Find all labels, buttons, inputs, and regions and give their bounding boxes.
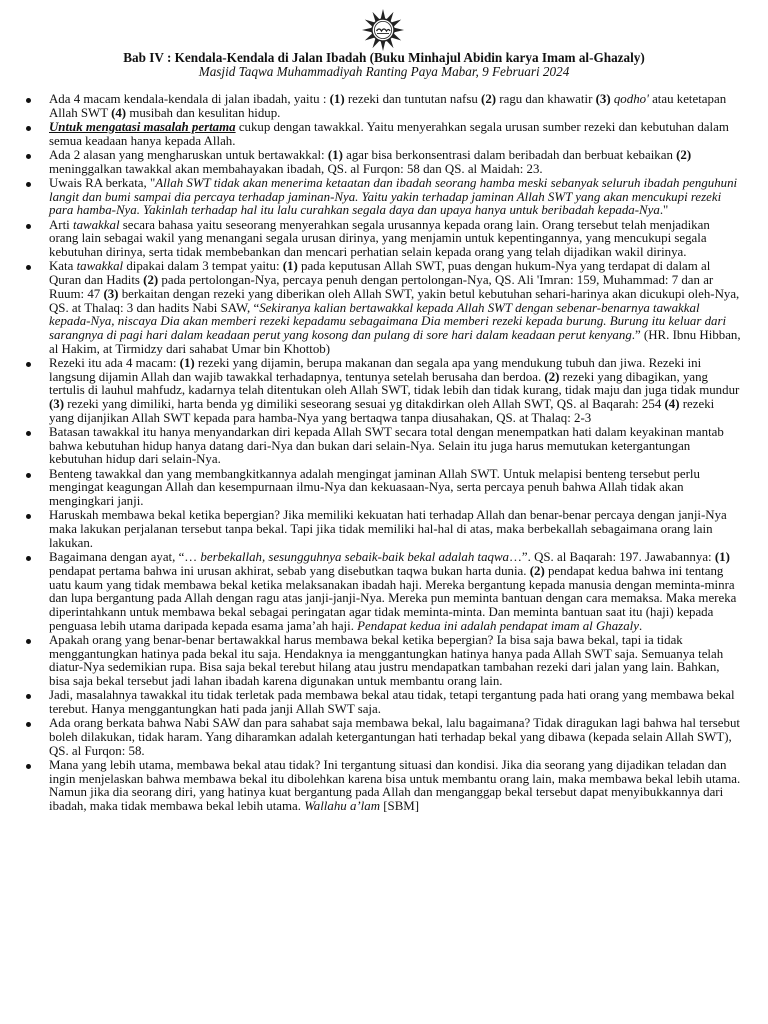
- bullet-icon: [26, 556, 31, 561]
- text-run: ragu dan khawatir: [496, 92, 596, 106]
- emblem-ray: [394, 28, 404, 33]
- text-run: qodho': [613, 92, 649, 106]
- document-subtitle: Masjid Taqwa Muhammadiyah Ranting Paya Mabar, 9 Februari 2024: [198, 64, 570, 79]
- text-run: .": [659, 203, 669, 218]
- text-run: .: [638, 618, 643, 633]
- bullet-icon: [26, 154, 31, 159]
- emblem-ray: [381, 9, 386, 19]
- bullet-icon: [26, 182, 31, 187]
- text-run: (4): [664, 397, 680, 412]
- text-run: rezeki yang dijamin, berupa makanan dan segala apa yang mendukung tubuh dan jiwa. Rezeki ini langsung dijamin Allah dan wajib tawakkal terhadapnya, tentunya setelah berusaha dan berdoa.: [49, 355, 702, 384]
- text-run: berkaitan dengan rezeki yang diberikan oleh Allah SWT, yakin betul kebutuhan sehari-harinya akan dicukupi oleh-Nya, QS. at Thalaq: 3 dan hadits Nabi SAW, “: [49, 286, 740, 315]
- text-run: (1): [327, 148, 343, 162]
- text-run: Ada orang berkata bahwa Nabi SAW dan para sahabat saja membawa bekal, lalu bagaimana? Tidak diragukan lagi bahwa hal tersebut boleh dilakukan, tidak haram. Yang diharamkan adalah ketergantungan hati terhadap bekal yang dibawa (kepada selain Allah SWT), QS. al Furqon: 58.: [49, 716, 740, 758]
- list-item: [26, 551, 742, 633]
- text-run: Apakah orang yang benar-benar bertawakkal harus membawa bekal ketika bepergian? Ia bisa saja bawa bekal, tapi ia tidak menggantungkan hatinya pada bekal itu saja. Hendaknya ia menggantungkan hatinya hanya pada Allah SWT saja. Semuanya telah diatur-Nya sedemikian rupa. Bisa saja bekal terebut hilang atau justru mendapatkan tambahan rezeki dari jalan yang lain. Bahkan, bisa saja bekal tersebut jadi lahan ibadah karena digunakan untuk membantu orang lain.: [49, 632, 724, 689]
- bullet-icon: [26, 764, 31, 769]
- text-run: [SBM]: [380, 799, 420, 814]
- list-item: [26, 219, 742, 260]
- text-run: atau ketetapan Allah SWT: [49, 92, 727, 120]
- text-run: cukup dengan tawakkal. Yaitu menyerahkan segala urusan sumber rezeki dan kebutuhan dalam semua keadaan hanya kepada Allah.: [49, 120, 729, 148]
- text-run: Sekiranya kalian bertawakkal kepada Allah SWT dengan sebenar-benarnya tawakkal kepada-Nya, niscaya Dia akan memberi rezeki kepadamu sebagaimana Dia memberi rezeki kepada burung. Burung itu keluar dari sarangnya di pagi hari dalam keadaan perut yang kosong dan pulang di sore hari dalam keadaan perut kenyang: [49, 300, 727, 342]
- text-run: (2): [544, 369, 560, 384]
- text-run: pada pertolongan-Nya, percaya penuh dengan pertolongan-Nya, QS. Ali 'Imran: 159, Muhammad: 7 dan ar Ruum: 47: [49, 273, 714, 301]
- muhammadiyah-sun-emblem-icon: [361, 8, 405, 52]
- bullet-icon: [26, 98, 31, 103]
- text-run: (3): [49, 397, 65, 412]
- bullet-icon: [26, 473, 31, 478]
- text-run: Pendapat kedua ini adalah pendapat imam al Ghazaly: [357, 618, 639, 633]
- text-run: secara bahasa yaitu seseorang menyerahkan segala urusannya kepada orang lain. Orang tersebut telah menjadikan orang lain sebagai wakil yang menangani segala urusan dirinya, yang menjamin untuk kepentingannya, yang mencukupi segala kebutuhan dirinya, serta tidak membebankan dan mencari perhatian selain kepada orang yang telah dijadikan wakil dirinya.: [49, 217, 710, 260]
- text-run: Benteng tawakkal dan yang membangkitkannya adalah mengingat jaminan Allah SWT. Untuk melapisi benteng tersebut perlu mengingat keagungan Allah dan kesempurnaan ilmu-Nya dan kekuasaan-Nya, serta percaya penuh bahwa Allah tidak akan mengingkari janji.: [49, 466, 700, 509]
- list-item: [26, 121, 742, 148]
- text-run: Wallahu a’lam: [304, 799, 381, 814]
- text-run: Ada 4 macam kendala-kendala di jalan ibadah, yaitu :: [49, 92, 330, 106]
- text-run: Rezeki itu ada 4 macam:: [49, 355, 180, 370]
- text-run: (1): [329, 92, 345, 106]
- list-item: [26, 634, 742, 689]
- text-run: (1): [179, 355, 195, 370]
- text-run: Uwais RA berkata, ": [49, 176, 156, 190]
- text-run: agar bisa berkonsentrasi dalam beribadah dan berbuat kebaikan: [342, 148, 677, 162]
- bullet-icon: [26, 126, 31, 131]
- list-item: [26, 426, 742, 467]
- list-item: [26, 149, 742, 176]
- text-run: .” (HR. Ibnu Hibban, al Hakim, at Tirmidzy dari sahabat Umar bin Khottob): [49, 327, 741, 356]
- text-run: (2): [481, 92, 497, 106]
- text-run: meninggalkan tawakkal akan membahayakan ibadah, QS. al Furqon: 58 dan QS. al Maidah: 23.: [49, 161, 543, 176]
- text-run: (2): [143, 273, 159, 288]
- bullet-icon: [26, 362, 31, 367]
- text-run: tawakkal: [73, 217, 120, 232]
- bullet-icon: [26, 265, 31, 270]
- text-run: rezeki yang dibagikan, yang tertulis di lauhul mahfudz, kadarnya telah ditentukan oleh Allah SWT, tidak lebih dan tidak kurang, tidak maju dan juga tidak mundur: [49, 369, 740, 398]
- text-run: (1): [282, 259, 298, 274]
- text-run: rezeki dan tuntutan nafsu: [344, 92, 482, 106]
- bullet-icon: [26, 639, 31, 644]
- text-run: Batasan tawakkal itu hanya menyandarkan diri kepada Allah SWT secara total dengan menempatkan hati dalam keyakinan mantab bahwa kebutuhan hidup hanya datang dari-Nya dan bukan dari selain-Nya. Selain itu juga harus memutukan ketergantungan kebutuhan hidup dari selain-Nya.: [49, 425, 724, 467]
- text-run: rezeki yang dijanjikan Allah SWT kepada para hamba-Nya yang bertaqwa tanpa diusahakan, QS. at Thalaq: 2-3: [49, 397, 715, 425]
- document-title: Bab IV : Kendala-Kendala di Jalan Ibadah (Buku Minhajul Abidin karya Imam al-Ghazaly): [123, 50, 645, 65]
- text-run: pada keputusan Allah SWT, puas dengan hukum-Nya yang terdapat di dalam al Quran dan Hadits: [49, 259, 711, 288]
- text-run: pendapat pertama bahwa ini urusan akhirat, sebab yang disebutkan taqwa bukan harta dunia.: [49, 563, 530, 578]
- text-run: Jadi, masalahnya tawakkal itu tidak terletak pada membawa bekal atau tidak, tetapi tergantung pada hati orang yang membawa bekal terebut. Hanya menggantungkan hati pada janji Allah SWT saja.: [49, 688, 735, 717]
- text-run: Haruskah membawa bekal ketika bepergian? Jika memiliki kekuatan hati terhadap Allah dan benar-benar percaya dengan janji-Nya maka lakukan perjalanan tersebut tanpa bekal. Tapi jika tidak memiliki hal-hal di atas, maka berbekallah sebagaimana orang lain lakukan.: [49, 508, 727, 550]
- bullet-icon: [26, 694, 31, 699]
- text-run: Bagaimana dengan ayat, “…: [49, 550, 201, 565]
- bullet-icon: [26, 514, 31, 519]
- text-run: (3): [595, 92, 611, 106]
- list-item: [26, 689, 742, 716]
- list-item: [26, 260, 742, 356]
- text-run: (4): [111, 105, 127, 120]
- text-run: Kata: [49, 259, 77, 274]
- text-run: musibah dan kesulitan hidup.: [126, 105, 281, 120]
- text-run: Untuk mengatasi masalah pertama: [49, 120, 236, 134]
- list-item: [26, 468, 742, 509]
- text-run: tawakkal: [76, 259, 124, 274]
- text-run: berbekallah, sesungguhnya sebaik-baik bekal adalah taqwa: [200, 550, 510, 565]
- list-item: [26, 509, 742, 550]
- list-item: [26, 759, 742, 814]
- text-run: Mana yang lebih utama, membawa bekal atau tidak? Ini tergantung situasi dan kondisi. Jika dia seorang yang dijadikan teladan dan ingin menjelaskan bahwa membawa bekal itu dibolehkan karena bisa untuk membantu orang lain, maka membawa bekal lebih utama. Namun jika dia seorang diri, yang hatinya kuat bergantung pada Allah dan menganggap bekal tersebut dapat menyibukkannya dari ibadah, maka tidak membawa bekal lebih utama.: [49, 758, 741, 814]
- list-item: [26, 177, 742, 218]
- bullet-icon: [26, 431, 31, 436]
- text-run: dipakai dalam 3 tempat yaitu:: [123, 259, 283, 274]
- emblem-ray: [362, 28, 372, 33]
- bullet-icon: [26, 224, 31, 229]
- list-item: [26, 717, 742, 758]
- text-run: (2): [529, 563, 545, 578]
- bullet-icon: [26, 722, 31, 727]
- text-run: pendapat kedua bahwa ini tentang uatu kaum yang tidak membawa bekal ketika melaksanakan ibadah haji. Mereka bergantung kepada manusia dengan meminta-minra dan lupa bergantung pada Allah dengan ragu atas janji-janji-Nya. Mereka pun meminta bantuan dengan cara memaksa. Maka mereka diperintahkann untuk membawa bekal sebagai peringatan agar tidak meminta-minta. Dan meminta bantuan saat itu (haji) kepada penguasa lebih utama daripada kepada esama jama’ah haji.: [49, 563, 737, 633]
- bullet-list: [26, 93, 742, 814]
- text-run: Arti: [49, 217, 73, 232]
- text-run: (1): [714, 550, 730, 565]
- text-run: Ada 2 alasan yang mengharuskan untuk bertawakkal:: [49, 148, 328, 162]
- text-run: (3): [103, 286, 119, 301]
- text-run: …”. QS. al Baqarah: 197. Jawabannya:: [509, 550, 715, 565]
- list-item: [26, 357, 742, 426]
- text-run: Allah SWT tidak akan menerima ketaatan dan ibadah seorang hamba meski sebanyak seluruh ibadah penguhuni langit dan bumi sampai dia percaya terhadap jaminan-Nya. Yaitu yakin terhadap jaminan Allah SWT yang akan mencukupi rezeki para hamba-Nya. Yakinlah terhadap hal itu lalu curahkan segala daya dan upaya hanya untuk beribadah kepada-Nya: [49, 176, 738, 218]
- text-run: (2): [676, 148, 692, 162]
- text-run: rezeki yang dimiliki, harta benda yg dimiliki seseorang sesuai yg ditakdirkan oleh Allah SWT, QS. al Baqarah: 254: [64, 397, 665, 412]
- list-item: [26, 93, 742, 120]
